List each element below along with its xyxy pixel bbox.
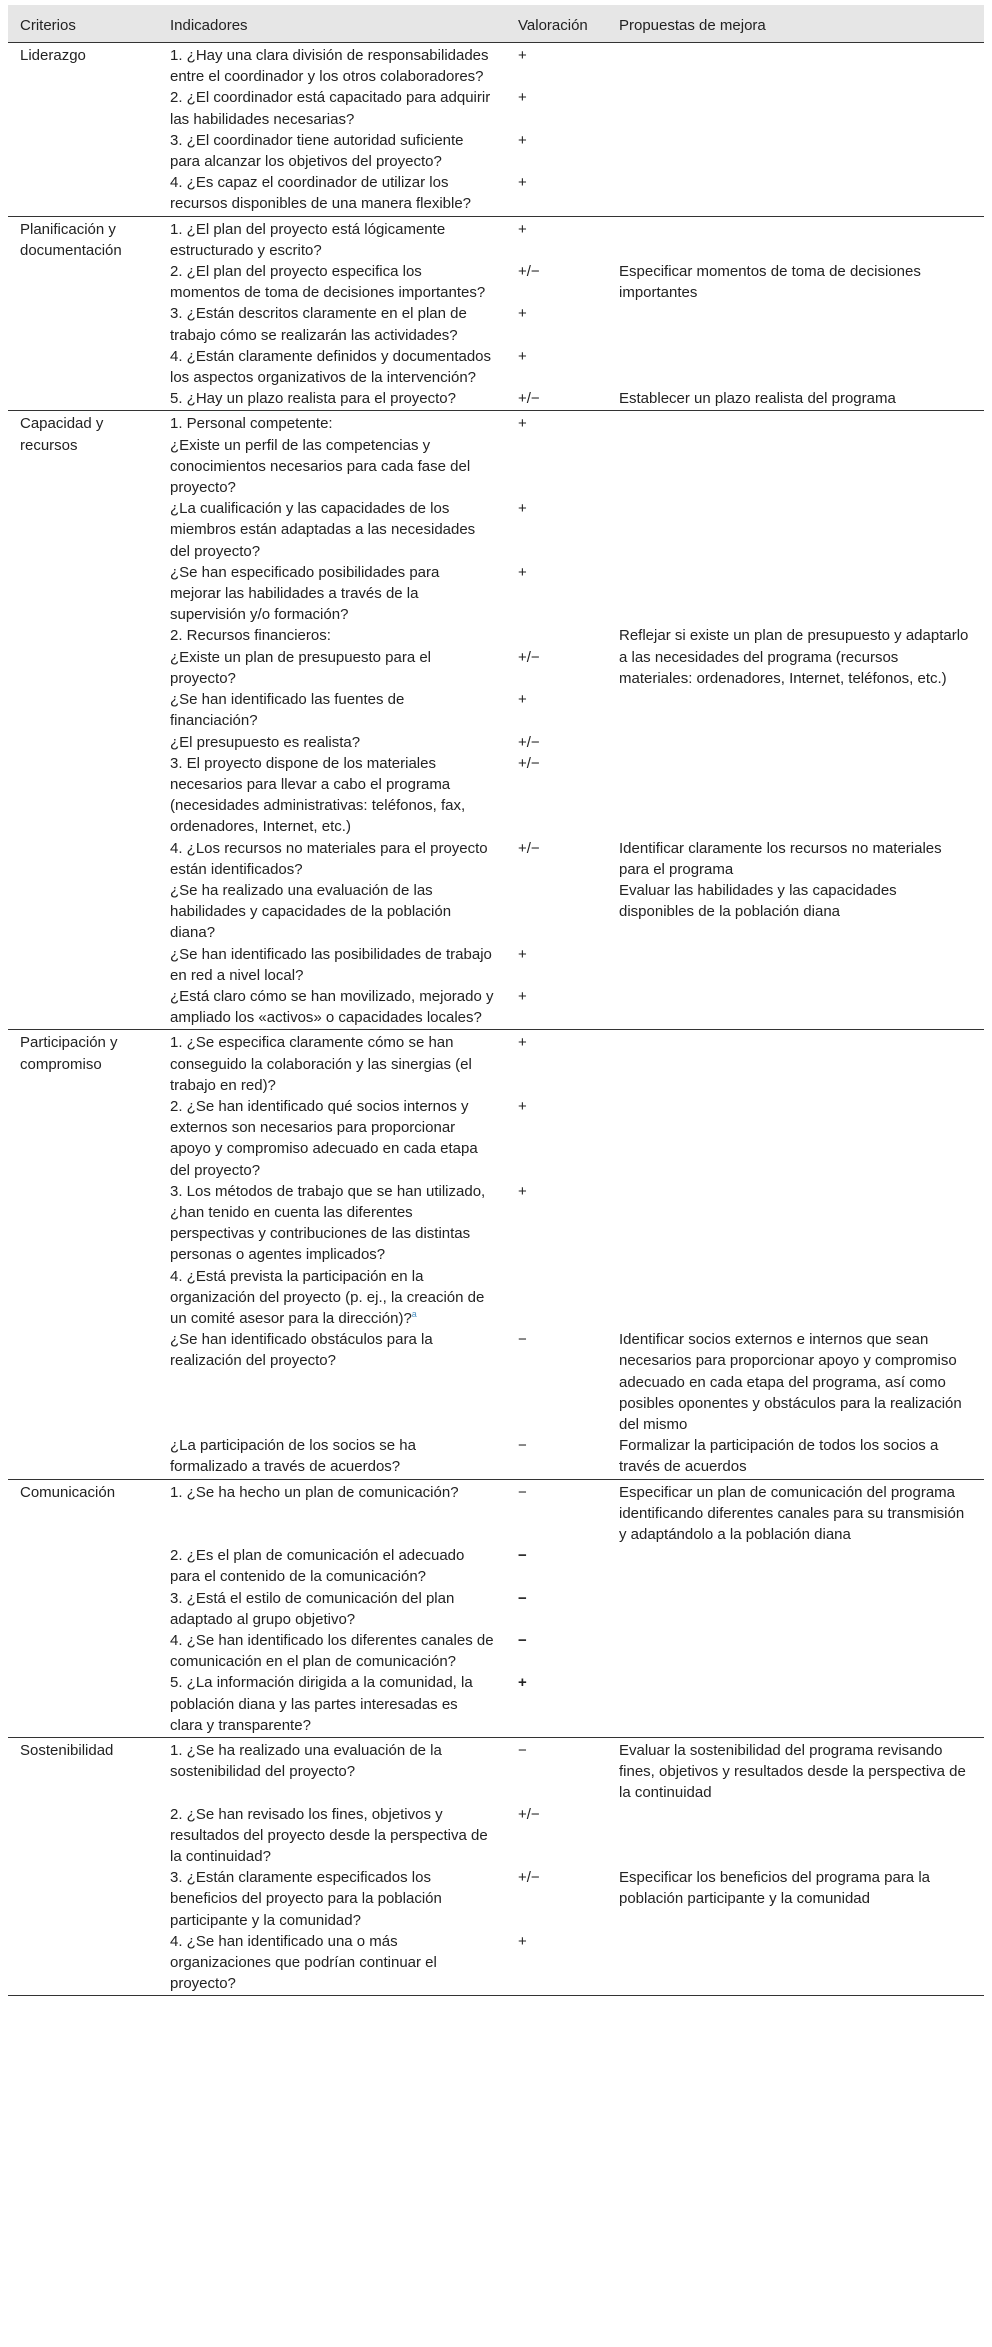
valoracion-cell: +	[506, 986, 607, 1030]
table-row	[8, 1545, 984, 1587]
propuesta-cell: Especificar un plan de comunicación del programa identificando diferentes canales para su transmisión y adaptándolo a la población diana	[619, 1483, 965, 1544]
propuesta-cell: Especificar momentos de toma de decisiones importantes	[619, 263, 921, 302]
indicador-cell	[158, 838, 506, 880]
propuesta-cell	[607, 411, 984, 498]
table-row	[8, 498, 984, 562]
criterio-cell	[8, 130, 158, 172]
valoracion-cell: +	[506, 1672, 607, 1737]
criterio-cell: Capacidad y recursos	[20, 415, 104, 454]
indicador-text: 3. ¿Está el estilo de comunicación del plan adaptado al grupo objetivo?	[170, 1589, 455, 1628]
valoracion-cell: +	[518, 89, 527, 107]
criterio-cell	[8, 498, 158, 562]
table-row	[8, 880, 984, 944]
indicador-text: 5. ¿Hay un plazo realista para el proyecto?	[170, 390, 456, 408]
indicador-cell	[158, 1867, 506, 1931]
propuesta-cell: Identificar claramente los recursos no materiales para el programa	[619, 839, 942, 878]
criterio-cell	[8, 1266, 158, 1330]
header-indicadores: Indicadores	[158, 5, 506, 43]
criterio-cell	[8, 87, 158, 129]
propuesta-cell: Formalizar la participación de todos los socios a través de acuerdos	[607, 1435, 984, 1479]
indicador-text: ¿El presupuesto es realista?	[170, 733, 361, 751]
valoracion-cell: +	[518, 47, 527, 64]
table-row	[8, 303, 984, 345]
valoracion-cell: +	[518, 1034, 527, 1052]
indicador-cell	[158, 1630, 506, 1672]
propuesta-cell	[607, 1931, 984, 1996]
table-row	[8, 1479, 984, 1545]
indicador-cell	[158, 1435, 506, 1479]
valoracion-cell: +/−	[518, 839, 540, 857]
propuesta-cell	[607, 732, 984, 753]
valoracion-cell: +/−	[518, 733, 540, 751]
valoracion-cell: +	[518, 563, 527, 581]
propuesta-cell: Reflejar si existe un plan de presupuesto y adaptarlo a las necesidades del programa (recursos materiales: ordenadores, Internet, teléfonos, etc.)	[619, 627, 969, 687]
indicador-text: 3. ¿El coordinador tiene autoridad suficiente para alcanzar los objetivos del proyecto?	[170, 131, 464, 171]
propuesta-cell	[607, 1804, 984, 1868]
propuesta-cell: Identificar socios externos e internos que sean necesarios para proporcionar apoyo y compromiso adecuado en cada etapa del programa, así como posibles oponentes y obstáculos para la realización del mismo	[619, 1331, 962, 1433]
valoracion-cell: +	[518, 131, 527, 149]
propuesta-cell	[607, 1588, 984, 1630]
propuesta-cell	[607, 944, 984, 986]
criterio-cell	[8, 732, 158, 753]
table-row	[8, 411, 984, 498]
propuesta-cell	[607, 87, 984, 129]
indicador-cell	[158, 388, 506, 411]
criterio-cell: Participación y compromiso	[20, 1034, 118, 1073]
indicador-text: 3. Los métodos de trabajo que se han utilizado, ¿han tenido en cuenta las diferentes perspectivas y contribuciones de las distintas personas o agentes implicados?	[170, 1182, 486, 1264]
indicador-text: ¿Está claro cómo se han movilizado, mejorado y ampliado los «activos» o capacidades locales?	[170, 987, 494, 1027]
criterio-cell	[8, 1096, 158, 1181]
criterio-cell	[8, 1804, 158, 1868]
indicador-cell	[158, 1096, 506, 1181]
propuesta-cell	[607, 130, 984, 172]
table-row	[8, 1266, 984, 1330]
indicador-cell	[158, 1266, 506, 1330]
table-row	[8, 944, 984, 986]
indicador-text: 2. ¿Se han revisado los fines, objetivos y resultados del proyecto desde la perspectiva de la continuidad?	[170, 1805, 488, 1866]
indicador-text: 2. Recursos financieros: ¿Existe un plan de presupuesto para el proyecto?	[170, 627, 431, 687]
valoracion-cell: +/−	[506, 388, 607, 411]
table-row	[8, 1738, 984, 1804]
valoracion-cell: −	[506, 1435, 607, 1479]
table-row	[8, 261, 984, 303]
valoracion-cell: −	[518, 1632, 527, 1650]
propuesta-cell	[607, 216, 984, 261]
table-row	[8, 1931, 984, 1996]
table-row	[8, 216, 984, 261]
indicador-cell	[158, 1588, 506, 1630]
indicador-cell	[158, 172, 506, 216]
table-row	[8, 43, 984, 88]
criterio-cell	[8, 880, 158, 944]
indicador-text: ¿Se han identificado las posibilidades de trabajo en red a nivel local?	[170, 945, 492, 984]
criterio-cell	[8, 1545, 158, 1587]
indicador-text: 1. Personal competente: ¿Existe un perfil de las competencias y conocimientos necesarios para cada fase del proyecto?	[170, 415, 471, 497]
indicador-text: ¿La cualificación y las capacidades de los miembros están adaptadas a las necesidades del proyecto?	[170, 500, 476, 560]
criterio-cell	[8, 346, 158, 388]
footnote-marker[interactable]: a	[411, 1308, 417, 1319]
indicador-text: ¿Se han especificado posibilidades para mejorar las habilidades a través de la supervisión y/o formación?	[170, 563, 440, 624]
indicador-cell	[158, 87, 506, 129]
table-row	[8, 346, 984, 388]
indicador-cell	[158, 1329, 506, 1435]
indicador-cell	[158, 1931, 506, 1996]
valoracion-cell: +	[506, 172, 607, 216]
indicador-cell	[158, 411, 506, 498]
indicador-text: 4. ¿Está prevista la participación en la organización del proyecto (p. ej., la creación de un comité asesor para la dirección)?	[170, 1267, 485, 1327]
propuesta-cell	[607, 43, 984, 88]
indicador-text: 4. ¿Es capaz el coordinador de utilizar los recursos disponibles de una manera flexible?	[170, 174, 472, 213]
table-row	[8, 1096, 984, 1181]
criterio-cell	[8, 1181, 158, 1266]
criterio-cell	[8, 172, 158, 216]
propuesta-cell	[607, 303, 984, 345]
indicador-cell	[158, 1738, 506, 1804]
propuesta-cell: Evaluar la sostenibilidad del programa revisando fines, objetivos y resultados desde la perspectiva de la continuidad	[619, 1742, 966, 1802]
table-row	[8, 172, 984, 216]
valoracion-cell: −	[518, 1483, 527, 1501]
table-row	[8, 1435, 984, 1479]
indicador-text: 1. ¿Se ha hecho un plan de comunicación?	[170, 1483, 459, 1501]
table-row	[8, 625, 984, 689]
valoracion-cell: −	[518, 1589, 527, 1607]
valoracion-cell: +	[506, 1931, 607, 1996]
criterio-cell: Comunicación	[20, 1483, 116, 1501]
valoracion-cell: +/−	[518, 648, 540, 666]
table-row	[8, 689, 984, 731]
indicador-text: 5. ¿La información dirigida a la comunidad, la población diana y las partes interesadas es clara y transparente?	[170, 1674, 473, 1734]
criterio-cell	[8, 1329, 158, 1435]
propuesta-cell	[607, 1030, 984, 1096]
valoracion-cell: +	[518, 945, 527, 963]
indicador-cell	[158, 986, 506, 1030]
indicador-cell	[158, 303, 506, 345]
criterio-cell	[8, 1867, 158, 1931]
valoracion-cell: +/−	[518, 754, 540, 772]
valoracion-cell: +	[518, 305, 527, 323]
criterio-cell	[8, 1435, 158, 1479]
valoracion-cell: +	[518, 220, 527, 238]
criterio-cell	[8, 1630, 158, 1672]
table-row	[8, 1630, 984, 1672]
indicador-text: 3. ¿Están claramente especificados los beneficios del proyecto para la población participante y la comunidad?	[170, 1869, 442, 1929]
valoracion-cell: +	[518, 691, 527, 709]
table-row	[8, 1329, 984, 1435]
valoracion-cell: +	[518, 415, 527, 433]
table-row	[8, 87, 984, 129]
propuesta-cell	[607, 346, 984, 388]
indicador-text: ¿Se ha realizado una evaluación de las habilidades y capacidades de la población diana?	[170, 881, 452, 942]
table-row	[8, 1867, 984, 1931]
valoracion-cell: −	[518, 1331, 527, 1349]
indicador-text: 2. ¿Es el plan de comunicación el adecuado para el contenido de la comunicación?	[170, 1547, 465, 1586]
criterio-cell	[8, 689, 158, 731]
indicador-text: 1. ¿El plan del proyecto está lógicamente estructurado y escrito?	[170, 220, 446, 259]
propuesta-cell: Especificar los beneficios del programa para la población participante y la comunidad	[619, 1869, 930, 1908]
table-row	[8, 753, 984, 838]
indicador-text: 3. ¿Están descritos claramente en el plan de trabajo cómo se realizarán las actividades?	[170, 305, 467, 344]
indicador-cell	[158, 1545, 506, 1587]
indicador-text: 4. ¿Se han identificado los diferentes canales de comunicación en el plan de comunicación?	[170, 1632, 494, 1671]
propuesta-cell: Evaluar las habilidades y las capacidades disponibles de la población diana	[619, 881, 897, 921]
propuesta-cell	[607, 1096, 984, 1181]
indicador-cell	[158, 498, 506, 562]
criterio-cell: Planificación y documentación	[20, 220, 122, 259]
criterio-cell	[8, 625, 158, 689]
valoracion-cell: −	[518, 1547, 527, 1565]
valoracion-cell: −	[518, 1742, 527, 1760]
valoracion-cell: +/−	[518, 1805, 540, 1823]
indicador-text: 1. ¿Hay una clara división de responsabilidades entre el coordinador y los otros colaboradores?	[170, 47, 489, 86]
propuesta-cell	[607, 172, 984, 216]
propuesta-cell	[607, 1630, 984, 1672]
valoracion-cell: +/−	[518, 1869, 540, 1887]
criterio-cell	[8, 1588, 158, 1630]
criterio-cell: Liderazgo	[20, 47, 86, 64]
propuesta-cell: Establecer un plazo realista del programa	[607, 388, 984, 411]
criterio-cell: Sostenibilidad	[20, 1742, 114, 1760]
indicador-text: ¿Se han identificado las fuentes de financiación?	[170, 691, 405, 730]
propuesta-cell	[607, 562, 984, 626]
valoracion-cell: +	[518, 347, 527, 365]
indicador-text: 1. ¿Se especifica claramente cómo se han conseguido la colaboración y las sinergias (el trabajo en red)?	[170, 1034, 472, 1094]
propuesta-cell	[607, 1672, 984, 1737]
propuesta-cell	[607, 498, 984, 562]
indicador-cell	[158, 1181, 506, 1266]
table-row	[8, 1672, 984, 1737]
propuesta-cell	[607, 689, 984, 731]
evaluation-table	[8, 5, 984, 1996]
indicador-text: 2. ¿Se han identificado qué socios internos y externos son necesarios para proporcionar apoyo y compromiso adecuado en cada etapa del proyecto?	[170, 1097, 478, 1179]
indicador-cell	[158, 216, 506, 261]
valoracion-cell: +	[518, 500, 527, 518]
table-row	[8, 986, 984, 1030]
criterio-cell	[8, 388, 158, 411]
criterio-cell	[8, 838, 158, 880]
indicador-text: 4. ¿Se han identificado una o más organizaciones que podrían continuar el proyecto?	[170, 1932, 437, 1993]
criterio-cell	[8, 753, 158, 838]
header-row	[8, 5, 984, 43]
table-row	[8, 562, 984, 626]
indicador-text: 3. El proyecto dispone de los materiales necesarios para llevar a cabo el programa (necesidades administrativas: teléfonos, fax, ordenadores, Internet, etc.)	[170, 754, 466, 836]
propuesta-cell	[607, 1545, 984, 1587]
indicador-text: 2. ¿El coordinador está capacitado para adquirir las habilidades necesarias?	[170, 89, 491, 128]
criterio-cell	[8, 261, 158, 303]
valoracion-cell: +/−	[518, 263, 540, 281]
indicador-cell	[158, 753, 506, 838]
indicador-cell	[158, 1804, 506, 1868]
indicador-cell	[158, 43, 506, 88]
indicador-cell	[158, 346, 506, 388]
indicador-text: 4. ¿Están claramente definidos y documentados los aspectos organizativos de la intervención?	[170, 347, 492, 387]
valoracion-cell: +	[518, 1182, 527, 1200]
indicador-text: ¿La participación de los socios se ha formalizado a través de acuerdos?	[170, 1437, 416, 1476]
indicador-cell	[158, 732, 506, 753]
indicador-text: 4. ¿Los recursos no materiales para el proyecto están identificados?	[170, 839, 488, 878]
indicador-text: ¿Se han identificado obstáculos para la realización del proyecto?	[170, 1331, 433, 1370]
table-row	[8, 388, 984, 411]
header-propuestas: Propuestas de mejora	[607, 5, 984, 43]
indicador-cell	[158, 689, 506, 731]
criterio-cell	[8, 1672, 158, 1737]
criterio-cell	[8, 986, 158, 1030]
criterio-cell	[8, 1931, 158, 1996]
indicador-cell	[158, 261, 506, 303]
indicador-text: 1. ¿Se ha realizado una evaluación de la sostenibilidad del proyecto?	[170, 1742, 442, 1781]
propuesta-cell	[607, 753, 984, 838]
criterio-cell	[8, 303, 158, 345]
indicador-cell	[158, 1030, 506, 1096]
table-row	[8, 1030, 984, 1096]
propuesta-cell	[607, 986, 984, 1030]
table-row	[8, 732, 984, 753]
criterio-cell	[8, 562, 158, 626]
table-row	[8, 1588, 984, 1630]
criterio-cell	[8, 944, 158, 986]
indicador-text: 2. ¿El plan del proyecto especifica los momentos de toma de decisiones importantes?	[170, 263, 486, 302]
table-row	[8, 838, 984, 880]
indicador-cell	[158, 625, 506, 689]
table-row	[8, 1804, 984, 1868]
valoracion-cell	[506, 880, 607, 944]
propuesta-cell	[607, 1181, 984, 1266]
table-row	[8, 1181, 984, 1266]
valoracion-cell: +	[518, 1097, 527, 1115]
indicador-cell	[158, 880, 506, 944]
indicador-cell	[158, 944, 506, 986]
valoracion-cell	[506, 1266, 607, 1330]
header-criterios: Criterios	[8, 5, 158, 43]
indicador-cell	[158, 562, 506, 626]
indicador-cell	[158, 1672, 506, 1737]
header-valoracion: Valoración	[506, 5, 607, 43]
indicador-cell	[158, 1479, 506, 1545]
propuesta-cell	[607, 1266, 984, 1330]
indicador-cell	[158, 130, 506, 172]
table-row	[8, 130, 984, 172]
